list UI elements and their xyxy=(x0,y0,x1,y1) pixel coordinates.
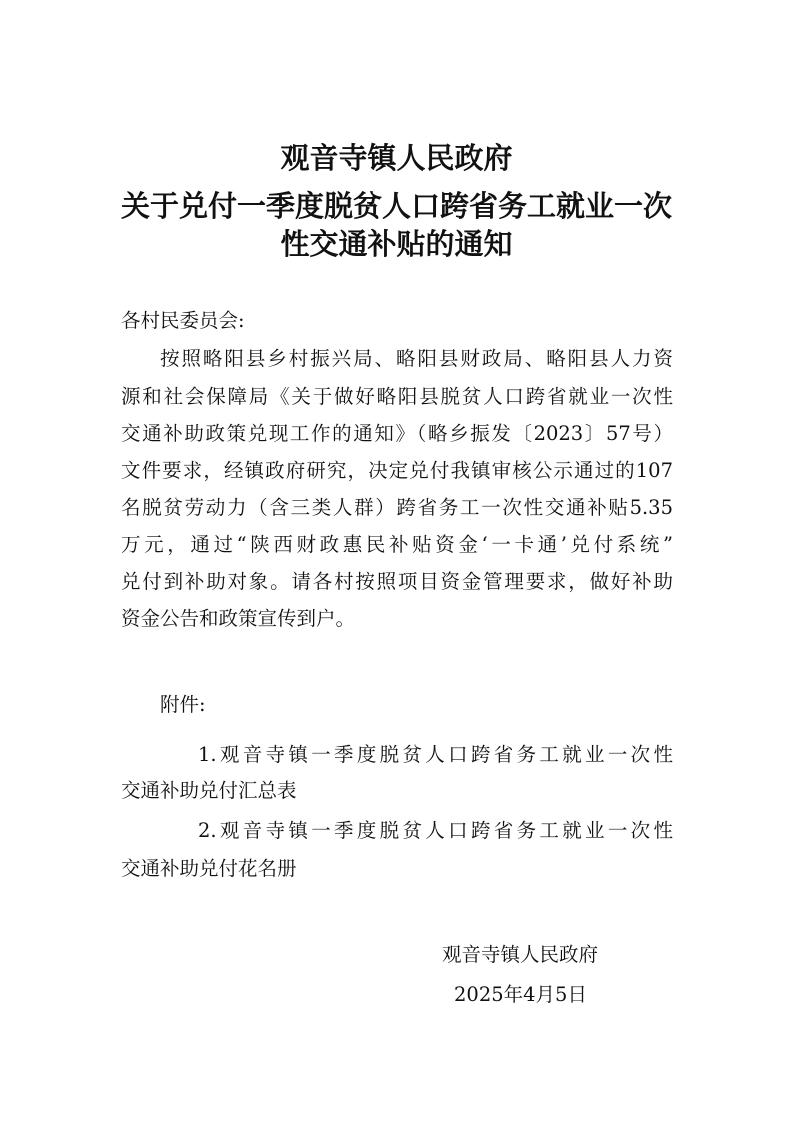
body-line: 名脱贫劳动力（含三类人群）跨省务工一次性交通补贴5.35 xyxy=(121,496,673,519)
attachment-item-1-line-1: 1.观音寺镇一季度脱贫人口跨省务工就业一次性 xyxy=(198,743,673,766)
salutation: 各村民委员会: xyxy=(121,309,245,332)
body-line: 资金公告和政策宣传到户。 xyxy=(121,607,356,630)
body-line: 兑付到补助对象。请各村按照项目资金管理要求，做好补助 xyxy=(121,570,673,593)
title-line-3: 性交通补贴的通知 xyxy=(280,227,513,261)
attachments-label: 附件: xyxy=(160,693,206,716)
title-line-2: 关于兑付一季度脱贫人口跨省务工就业一次 xyxy=(120,189,672,223)
body-line: 按照略阳县乡村振兴局、略阳县财政局、略阳县人力资 xyxy=(160,347,673,370)
attachment-item-2-line-2: 交通补助兑付花名册 xyxy=(121,857,297,880)
body-line: 交通补助政策兑现工作的通知》（略乡振发〔2023〕57号） xyxy=(121,422,673,445)
body-line: 源和社会保障局《关于做好略阳县脱贫人口跨省就业一次性 xyxy=(121,385,673,408)
attachment-item-1-line-2: 交通补助兑付汇总表 xyxy=(121,779,297,802)
body-line: 文件要求，经镇政府研究，决定兑付我镇审核公示通过的107 xyxy=(121,459,673,482)
body-line: 万元，通过“陕西财政惠民补贴资金‘一卡通’兑付系统” xyxy=(121,533,673,556)
title-line-1: 观音寺镇人民政府 xyxy=(280,141,513,175)
attachment-item-2-line-1: 2.观音寺镇一季度脱贫人口跨省务工就业一次性 xyxy=(198,819,673,842)
signature-date: 2025年4月5日 xyxy=(454,983,587,1006)
signature-org: 观音寺镇人民政府 xyxy=(442,943,599,966)
